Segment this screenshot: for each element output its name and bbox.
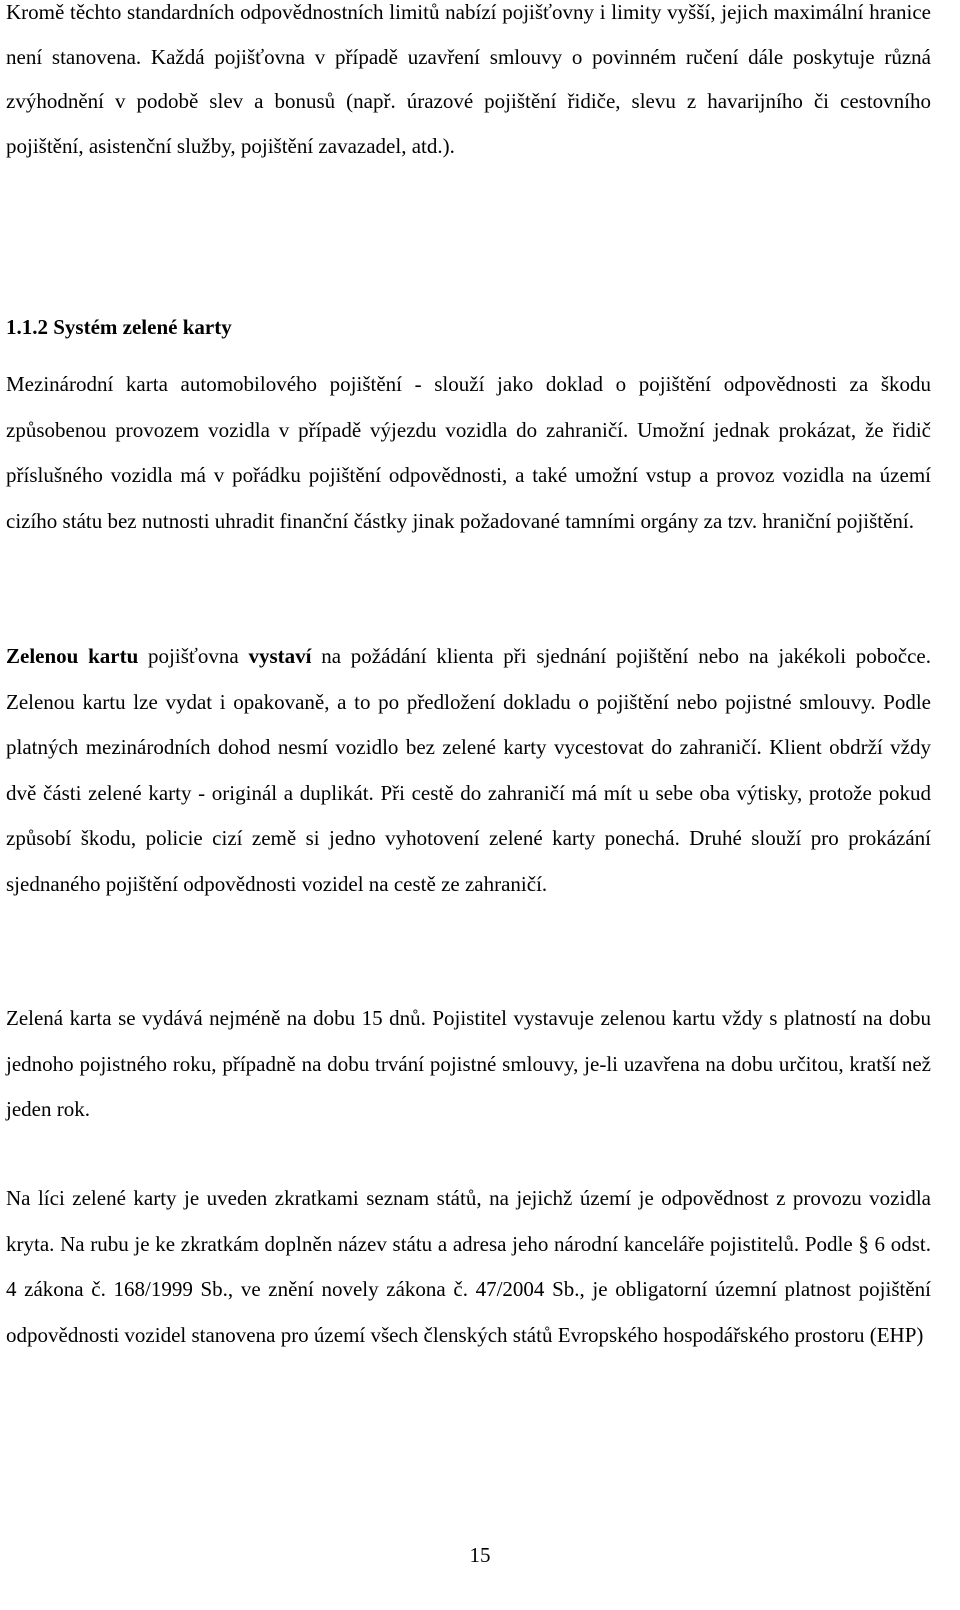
paragraph-issuance-text-1: pojišťovna: [138, 644, 249, 668]
bold-term-green-card: Zelenou kartu: [6, 644, 139, 668]
section-heading: 1.1.2 Systém zelené karty: [6, 315, 232, 339]
paragraph-green-card-issuance: [6, 634, 931, 907]
bold-term-issues: vystaví: [248, 644, 312, 668]
paragraph-liability-limits: Kromě těchto standardních odpovědnostních limitů nabízí pojišťovny i limity vyšší, jejich maximální hranice není stanovena. Každá pojišťovna v případě uzavření smlouvy o povinném ručení dále poskytuje různá zvýhodnění v podobě slev a bonusů (např. úrazové pojištění řidiče, slevu z havarijního či cestovního pojištění, asistenční služby, pojištění zavazadel, atd.).: [6, 0, 931, 158]
paragraph-issuance-text-2: na požádání klienta při sjednání pojištění nebo na jakékoli pobočce. Zelenou kartu lze vydat i opakovaně, a to po předložení dokladu o pojištění nebo pojistné smlouvy. Podle platných mezinárodních dohod nesmí vozidlo bez zelené karty vycestovat do zahraničí. Klient obdrží vždy dvě části zelené karty - originál a duplikát. Při cestě do zahraničí má mít u sebe oba výtisky, protože pokud způsobí škodu, policie cizí země si jedno vyhotovení zelené karty ponechá. Druhé slouží pro prokázání sjednaného pojištění odpovědnosti vozidel na cestě ze zahraničí.: [6, 644, 932, 896]
page-number: 15: [469, 1543, 491, 1567]
paragraph-green-card-definition: Mezinárodní karta automobilového pojištění - slouží jako doklad o pojištění odpovědnosti za škodu způsobenou provozem vozidla v případě výjezdu vozidla do zahraničí. Umožní jednak prokázat, že řidič příslušného vozidla má v pořádku pojištění odpovědnosti, a také umožní vstup a provoz vozidla na území cizího státu bez nutnosti uhradit finanční částky jinak požadované tamními orgány za tzv. hraniční pojištění.: [6, 372, 931, 533]
paragraph-green-card-validity: Zelená karta se vydává nejméně na dobu 15 dnů. Pojistitel vystavuje zelenou kartu vždy s platností na dobu jednoho pojistného roku, případně na dobu trvání pojistné smlouvy, je-li uzavřena na dobu určitou, kratší než jeden rok.: [6, 1006, 931, 1121]
paragraph-covered-states: Na líci zelené karty je uveden zkratkami seznam států, na jejichž území je odpovědnost z provozu vozidla kryta. Na rubu je ke zkratkám doplněn název státu a adresa jeho národní kanceláře pojistitelů. Podle § 6 odst. 4 zákona č. 168/1999 Sb., ve znění novely zákona č. 47/2004 Sb., je obligatorní územní platnost pojištění odpovědnosti vozidel stanovena pro území všech členských států Evropského hospodářského prostoru (EHP): [6, 1186, 931, 1347]
